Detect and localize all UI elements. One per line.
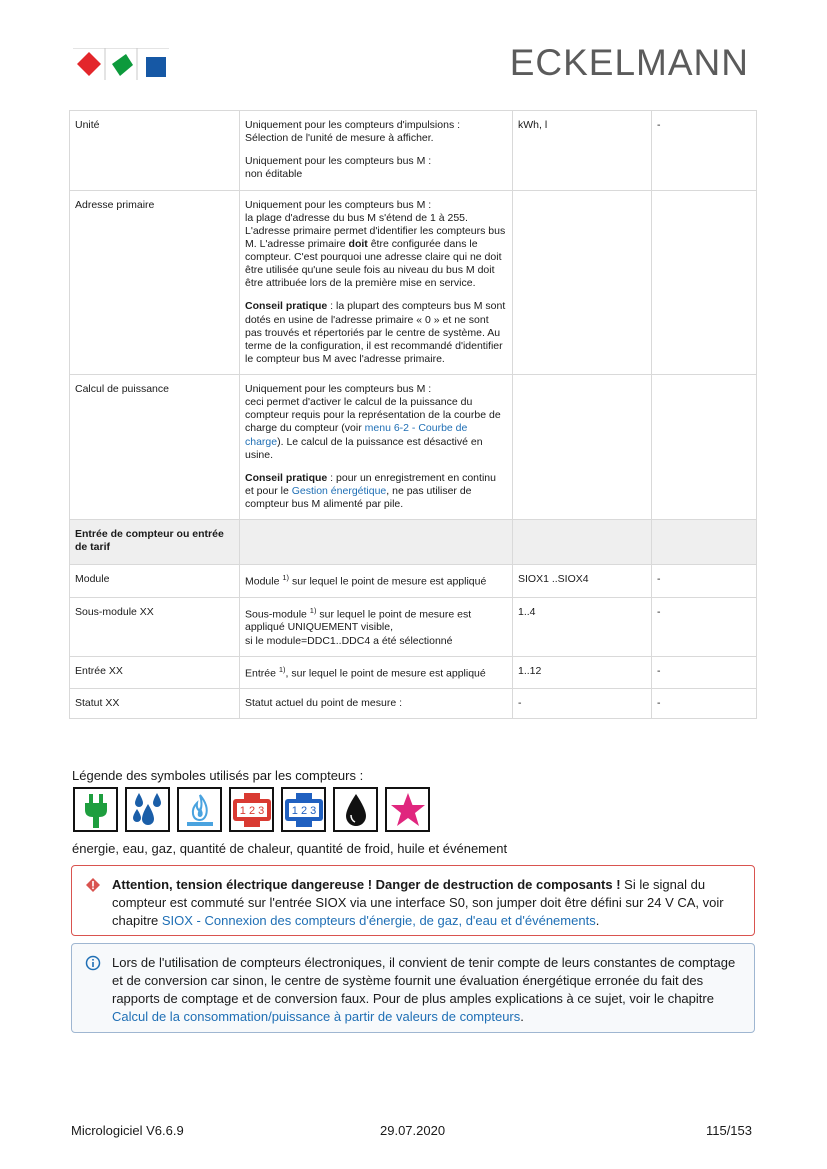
warning-notice: Attention, tension électrique dangereuse ! Danger de destruction de composants ! Si le signal du compteur est commuté sur l'entrée SIOX via une interface S0, son jumper doit être défini sur 24 V CA, voir chapitre SIOX - Connexion des compteurs d'énergie, de gaz, d'eau et d'événements.	[71, 865, 755, 936]
param-label: Statut XX	[70, 689, 240, 719]
param-description: Statut actuel du point de mesure :	[240, 689, 513, 719]
table-row	[70, 689, 757, 719]
param-label: Sous-module XX	[70, 597, 240, 656]
param-range	[513, 190, 652, 375]
param-description	[240, 190, 513, 375]
info-text: Lors de l'utilisation de compteurs électroniques, il convient de tenir compte de leurs constantes de comptage et de conversion car sinon, le centre de système fournit une évaluation énergétique erronée du fait des rapports de comptage et de conversion faux. Pour de plus amples explications à ce sujet, voir le chapitre	[112, 955, 736, 1006]
section-title: Entrée de compteur ou entrée de tarif	[70, 520, 240, 565]
oil-icon	[333, 787, 378, 832]
param-description: Module $^{1)}$ sur lequel le point de mesure est appliqué	[240, 565, 513, 598]
load-curve-link[interactable]: menu 6-2 - Courbe de charge	[245, 422, 468, 448]
param-label: Calcul de puissance	[70, 375, 240, 520]
brand-name: ECKELMANN	[509, 42, 749, 83]
cold-quantity-icon	[281, 787, 326, 832]
legend-icons	[73, 787, 430, 832]
param-range: kWh, l	[513, 111, 652, 191]
param-description: Entrée $^{1)}$, sur lequel le point de mesure est appliqué	[240, 656, 513, 689]
consumption-calc-link[interactable]: Calcul de la consommation/puissance à partir de valeurs de compteurs	[112, 1009, 521, 1024]
info-icon	[85, 955, 101, 976]
footer-page-number: 115/153	[705, 1123, 752, 1138]
table-row	[70, 111, 757, 191]
param-default	[652, 375, 757, 520]
param-range: SIOX1 ..SIOX4	[513, 565, 652, 598]
warning-title: Attention, tension électrique dangereuse ! Danger de destruction de composants !	[112, 877, 621, 892]
event-icon	[385, 787, 430, 832]
param-default: -	[652, 656, 757, 689]
param-label: Adresse primaire	[70, 190, 240, 375]
heat-quantity-icon	[229, 787, 274, 832]
table-row	[70, 597, 757, 656]
desc-paragraph: Uniquement pour les compteurs bus M : ceci permet d'activer le calcul de la puissance du compteur requis pour la représentation de la courbe de charge du compteur (voir menu 6-2 - Courbe de charge). Le calcul de la puissance est désactivé en usine.	[245, 383, 501, 461]
param-label: Entrée XX	[70, 656, 240, 689]
param-description	[240, 111, 513, 191]
footer-date: 29.07.2020	[380, 1123, 446, 1138]
table-row	[70, 565, 757, 598]
param-default: -	[652, 597, 757, 656]
energy-management-link[interactable]: Gestion énergétique	[291, 484, 387, 497]
water-icon	[125, 787, 170, 832]
gas-icon	[177, 787, 222, 832]
param-description	[240, 375, 513, 520]
param-range: 1..12	[513, 656, 652, 689]
footer-product: Micrologiciel V6.6.9	[71, 1123, 184, 1138]
table-row	[70, 375, 757, 520]
param-range: -	[513, 689, 652, 719]
energy-icon	[73, 787, 118, 832]
info-notice: Lors de l'utilisation de compteurs électroniques, il convient de tenir compte de leurs constantes de comptage et de conversion car sinon, le centre de système fournit une évaluation énergétique erronée du fait des rapports de comptage et de conversion faux. Pour de plus amples explications à ce sujet, voir le chapitre Calcul de la consommation/puissance à partir de valeurs de compteurs.	[71, 943, 755, 1033]
section-row	[70, 520, 757, 565]
param-default: -	[652, 111, 757, 191]
desc-paragraph: Conseil pratique : la plupart des compteurs bus M sont dotés en usine de l'adresse primaire « 0 » et ne sont pas trouvés et répertoriés par le centre de système. Au terme de la configuration, il est recommandé d'identifier le compteur bus M avec l'adresse primaire.	[245, 300, 506, 365]
parameter-table	[69, 110, 757, 719]
desc-paragraph: Uniquement pour les compteurs bus M : la plage d'adresse du bus M s'étend de 1 à 255. L'adresse primaire permet d'identifier les compteurs bus M. L'adresse primaire doit être configurée dans le compteur. C'est pourquoi une adresse claire qui ne doit être utilisée qu'une seule fois au niveau du bus M doit être attribuée lors de la première mise en service.	[245, 198, 506, 290]
table-row	[70, 656, 757, 689]
eckelmann-logo	[73, 48, 169, 80]
param-default: -	[652, 689, 757, 719]
siox-connection-link[interactable]: SIOX - Connexion des compteurs d'énergie, de gaz, d'eau et d'événements	[161, 913, 596, 928]
desc-paragraph: Conseil pratique : pour un enregistrement en continu et pour le Gestion énergétique, ne pas utiliser de compteur bus M alimenté par pile.	[245, 471, 496, 510]
param-label: Unité	[70, 111, 240, 191]
heat-digits: 1 2 3	[239, 804, 264, 817]
warning-icon	[85, 877, 101, 898]
legend-title: Légende des symboles utilisés par les compteurs :	[72, 768, 364, 783]
cold-digits: 1 2 3	[291, 804, 316, 817]
param-range: 1..4	[513, 597, 652, 656]
table-row	[70, 190, 757, 375]
warning-text: Si le signal du compteur est commuté sur l'entrée SIOX via une interface S0, son jumper doit être défini sur 24 V CA, voir chapitre	[112, 877, 724, 928]
desc-paragraph: Uniquement pour les compteurs d'impulsions : Sélection de l'unité de mesure à afficher.	[245, 119, 461, 145]
legend-caption: énergie, eau, gaz, quantité de chaleur, quantité de froid, huile et événement	[72, 841, 508, 856]
param-range	[513, 375, 652, 520]
desc-paragraph: Uniquement pour les compteurs bus M : non éditable	[245, 155, 432, 181]
param-default: -	[652, 565, 757, 598]
param-default	[652, 190, 757, 375]
param-label: Module	[70, 565, 240, 598]
param-description: Sous-module $^{1)}$ sur lequel le point de mesure est appliqué UNIQUEMENT visible, si le module=DDC1..DDC4 a été sélectionné	[240, 597, 513, 656]
